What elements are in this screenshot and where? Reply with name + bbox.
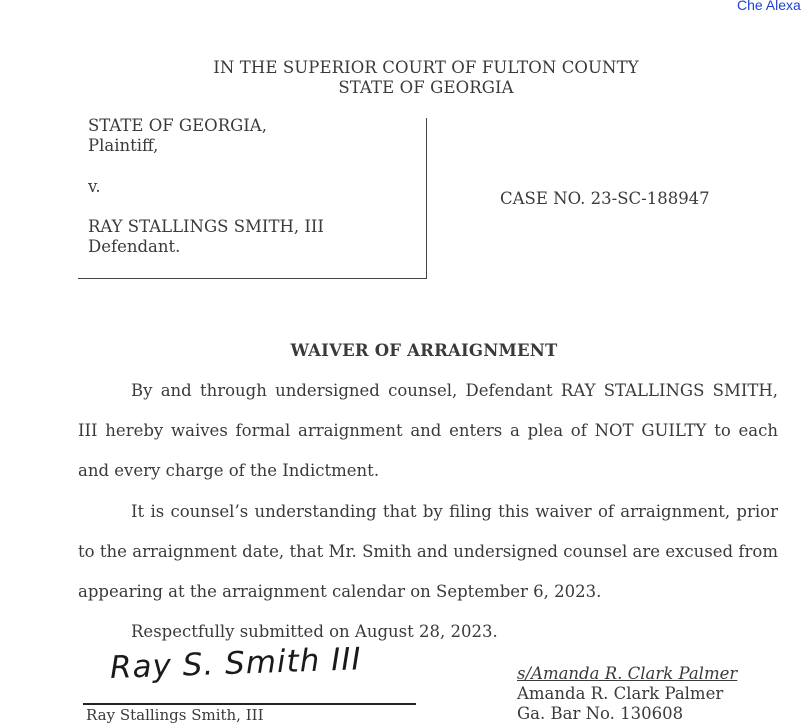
versus: v.	[88, 177, 101, 196]
court-header	[0, 58, 807, 98]
filing-stamp: Che Alexa	[737, 0, 801, 13]
document-title: WAIVER OF ARRAIGNMENT	[290, 341, 558, 360]
defendant-name: RAY STALLINGS SMITH, III	[88, 217, 324, 236]
paragraph-understanding	[78, 492, 778, 612]
defendant-printed-name: Ray Stallings Smith, III	[86, 706, 264, 724]
plaintiff-block	[88, 116, 267, 156]
counsel-bar-number: Ga. Bar No. 130608	[517, 704, 684, 723]
defendant-block	[88, 217, 324, 257]
plaintiff-name: STATE OF GEORGIA,	[88, 116, 267, 135]
plaintiff-role: Plaintiff,	[88, 136, 159, 155]
defendant-role: Defendant.	[88, 237, 181, 256]
paragraph-submitted	[78, 612, 778, 652]
counsel-name: Amanda R. Clark Palmer	[517, 684, 724, 703]
paragraph-waiver	[78, 371, 778, 491]
counsel-signature-block	[517, 664, 737, 724]
signature-line	[83, 703, 416, 705]
court-line-2: STATE OF GEORGIA	[338, 78, 514, 97]
case-number: CASE NO. 23-SC-188947	[500, 189, 710, 208]
defendant-handwritten-signature: Ray S. Smith III	[109, 641, 363, 686]
counsel-esignature: s/Amanda R. Clark Palmer	[517, 664, 738, 683]
court-line-1: IN THE SUPERIOR COURT OF FULTON COUNTY	[213, 58, 639, 77]
case-caption	[78, 118, 427, 279]
paragraph-understanding-text: It is counsel’s understanding that by filing this waiver of arraignment, prior to the arraignment date, that Mr. Smith and undersigned counsel are excused from appearing at the arraignment calendar on September 6, 2023.	[78, 502, 778, 601]
paragraph-waiver-text: By and through undersigned counsel, Defendant RAY STALLINGS SMITH, III hereby waives formal arraignment and enters a plea of NOT GUILTY to each and every charge of the Indictment.	[78, 381, 778, 480]
paragraph-submitted-text: Respectfully submitted on August 28, 2023.	[131, 622, 498, 641]
